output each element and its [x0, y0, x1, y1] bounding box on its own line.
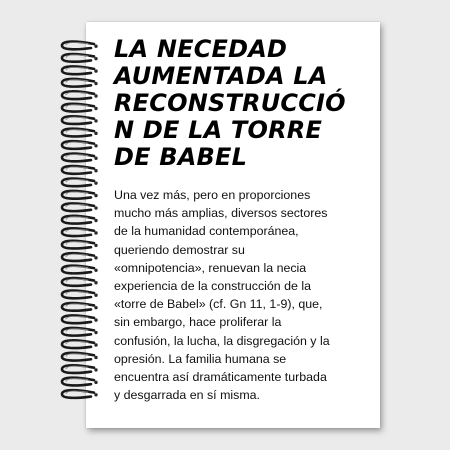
spiral-ring [62, 365, 98, 373]
spiral-ring [62, 79, 98, 87]
spiral-ring [62, 191, 98, 199]
body-line: experiencia de la construcción de la [114, 279, 311, 294]
spiral-ring [62, 340, 98, 348]
body-line: «torre de Babel» (cf. Gn 11, 1-9), que, [114, 297, 323, 312]
spiral-ring [62, 303, 98, 311]
spiral-ring [62, 203, 98, 211]
spiral-ring [62, 166, 98, 174]
spiral-ring [62, 328, 98, 336]
body-line: de la humanidad contemporánea, [114, 224, 299, 239]
spiral-ring [62, 179, 98, 187]
spiral-ring [62, 353, 98, 361]
body-line: opresión. La familia humana se [114, 351, 287, 366]
spiral-ring [62, 116, 98, 124]
body-line: queriendo demostrar su [114, 242, 245, 257]
body-line: encuentra así dramáticamente turbada [114, 370, 327, 385]
spiral-ring [62, 91, 98, 99]
spiral-ring [62, 54, 98, 62]
spiral-ring [62, 390, 98, 398]
spiral-ring [62, 66, 98, 74]
title-line: DE BABEL [114, 143, 248, 171]
body-line: sin embargo, hace proliferar la [114, 315, 282, 330]
spiral-ring [62, 141, 98, 149]
body-line: «omnipotencia», renuevan la necia [114, 260, 307, 275]
notebook-body-text [114, 186, 376, 404]
spiral-ring [62, 104, 98, 112]
body-line: Una vez más, pero en proporciones [114, 188, 311, 202]
spiral-ring [62, 216, 98, 224]
notebook-title [114, 36, 376, 171]
spiral-ring [62, 291, 98, 299]
title-line: RECONSTRUCCIÓ [114, 89, 346, 117]
spiral-ring [62, 154, 98, 162]
spiral-ring [62, 253, 98, 261]
spiral-ring [62, 241, 98, 249]
notebook-page [86, 22, 380, 428]
spiral-ring [62, 315, 98, 323]
body-line: confusión, la lucha, la disgregación y la [114, 333, 330, 348]
body-line: mucho más amplias, diversos sectores [114, 206, 328, 221]
spiral-ring [62, 378, 98, 386]
title-line: LA NECEDAD [114, 35, 288, 63]
spiral-binding-icon [58, 36, 102, 408]
title-line: AUMENTADA LA [114, 62, 328, 90]
title-line: N DE LA TORRE [114, 116, 323, 144]
spiral-ring [62, 228, 98, 236]
spiral-ring [62, 278, 98, 286]
spiral-ring [62, 129, 98, 137]
body-line: y desgarrada en sí misma. [114, 388, 260, 403]
spiral-ring [62, 42, 98, 50]
spiral-ring [62, 266, 98, 274]
